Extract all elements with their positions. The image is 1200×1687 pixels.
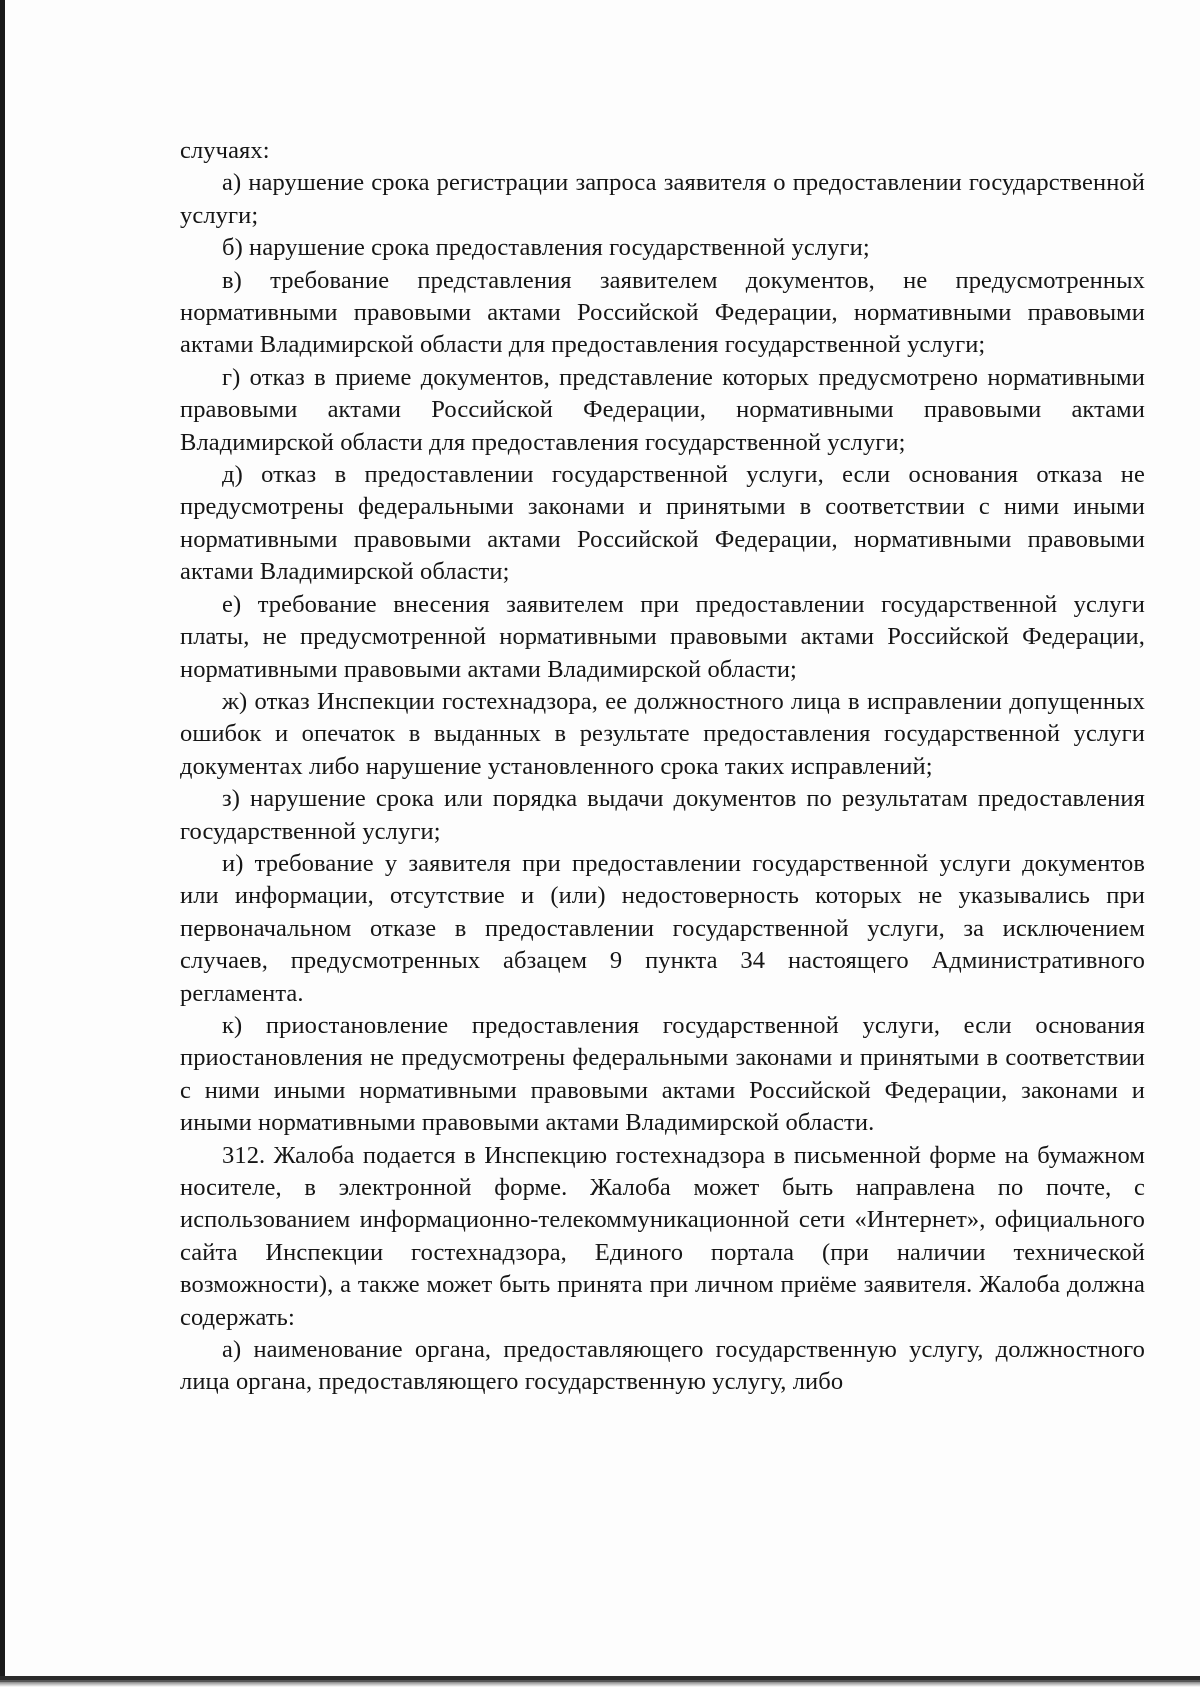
paragraph-item-k: к) приостановление предоставления государственной услуги, если основания приостановления не предусмотрены федеральными законами и принятыми в соответствии с ними иными нормативными правовыми актами Российской Федерации, законами и иными нормативными правовыми актами Владимирской области. <box>180 1011 1145 1137</box>
paragraph-item-g: г) отказ в приеме документов, представление которых предусмотрено нормативными правовыми актами Российской Федерации, нормативными правовыми актами Владимирской области для предоставления государственной услуги; <box>180 363 1145 456</box>
paragraph-item-i: и) требование у заявителя при предоставлении государственной услуги документов или информации, отсутствие и (или) недостоверность которых не указывались при первоначальном отказе в предоставлении государственной услуги, за исключением случаев, предусмотренных абзацем 9 пункта 34 настоящего Административного регламента. <box>180 849 1145 1007</box>
paragraph-item-e: е) требование внесения заявителем при предоставлении государственной услуги платы, не предусмотренной нормативными правовыми актами Российской Федерации, нормативными правовыми актами Владимирской области; <box>180 590 1145 683</box>
paragraph-item-zh: ж) отказ Инспекции гостехнадзора, ее должностного лица в исправлении допущенных ошибок и опечаток в выданных в результате предоставления государственной услуги документах либо нарушение установленного срока таких исправлений; <box>180 687 1145 780</box>
paragraph-item-v: в) требование представления заявителем документов, не предусмотренных нормативными правовыми актами Российской Федерации, нормативными правовыми актами Владимирской области для предоставления государственной услуги; <box>180 266 1145 359</box>
paragraph-complaint-item-a: а) наименование органа, предоставляющего государственную услугу, должностного лица органа, предоставляющего государственную услугу, либо <box>180 1336 1145 1396</box>
scan-bottom-edge <box>0 1676 1200 1687</box>
paragraph-item-d: д) отказ в предоставлении государственной услуги, если основания отказа не предусмотрены федеральными законами и принятыми в соответствии с ними иными нормативными правовыми актами Российской Федерации, нормативными правовыми актами Владимирской области; <box>180 461 1145 586</box>
paragraph-item-a: а) нарушение срока регистрации запроса заявителя о предоставлении государственной услуги; <box>180 169 1145 229</box>
paragraph-intro: случаях: <box>180 137 270 164</box>
paragraph-item-b: б) нарушение срока предоставления государственной услуги; <box>222 234 870 262</box>
scan-left-edge <box>0 0 5 1687</box>
document-body <box>180 135 1145 1399</box>
paragraph-clause-312: 312. Жалоба подается в Инспекцию гостехнадзора в письменной форме на бумажном носителе, в электронной форме. Жалоба может быть направлена по почте, с использованием информационно-телекоммуникационной сети «Интернет», официального сайта Инспекции гостехнадзора, Единого портала (при наличии технической возможности), а также может быть принята при личном приёме заявителя. Жалоба должна содержать: <box>180 1141 1145 1331</box>
paragraph-item-z: з) нарушение срока или порядка выдачи документов по результатам предоставления государственной услуги; <box>180 785 1145 845</box>
